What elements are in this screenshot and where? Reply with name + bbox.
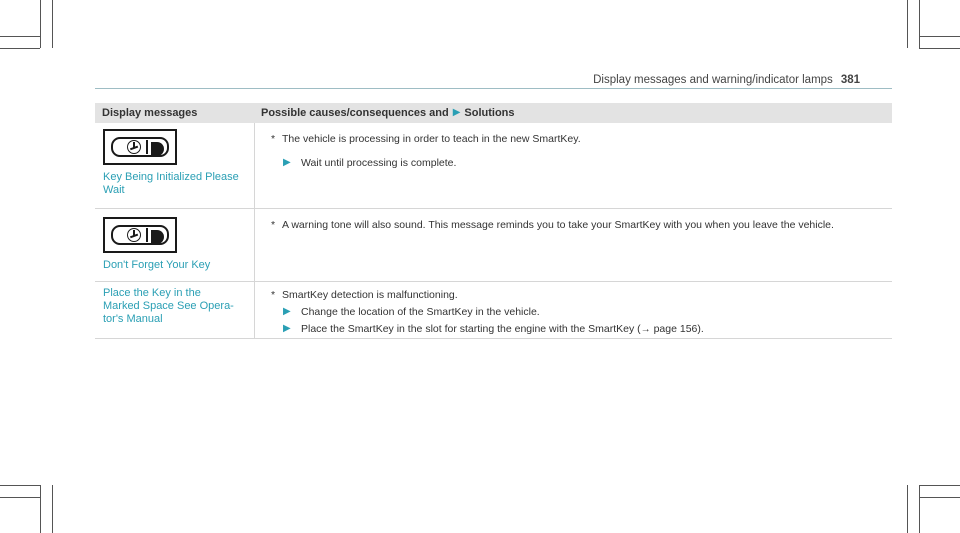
step-arrow-icon: ▶	[283, 157, 291, 168]
display-messages-table	[95, 103, 892, 339]
page-ref-arrow-icon: →	[640, 324, 651, 335]
solution-step: ▶ Change the location of the SmartKey in the vehicle.	[283, 306, 540, 318]
message-title: Place the Key in the Marked Space See Opera- tor's Manual	[103, 287, 234, 325]
message-title: Don't Forget Your Key	[103, 259, 211, 271]
smartkey-icon	[103, 217, 177, 253]
cause-text: * A warning tone will also sound. This message reminds you to take your SmartKey with you when you leave the vehicle.	[271, 219, 834, 231]
table-row	[95, 209, 892, 282]
smartkey-icon	[103, 129, 177, 165]
solution-arrow-icon: ▶	[452, 107, 461, 118]
cause-text: * SmartKey detection is malfunctioning.	[271, 289, 458, 301]
running-title: Display messages and warning/indicator lamps	[593, 74, 833, 86]
table-row	[95, 123, 892, 209]
solution-step: ▶ Wait until processing is complete.	[283, 157, 457, 169]
step-arrow-icon: ▶	[283, 306, 291, 317]
table-row	[95, 282, 892, 339]
solution-step: ▶ Place the SmartKey in the slot for starting the engine with the SmartKey (→ page 156).	[283, 323, 704, 335]
header-rule	[95, 88, 892, 89]
table-header	[95, 103, 892, 123]
col-header-messages: Display messages	[102, 107, 198, 119]
page-reference-link[interactable]: page 156).	[653, 323, 704, 335]
page-number: 381	[840, 74, 860, 86]
step-arrow-icon: ▶	[283, 323, 291, 334]
col-header-causes: Possible causes/consequences and ▶ Solutions	[261, 107, 515, 119]
running-header	[593, 74, 860, 86]
message-title: Key Being Initialized Please Wait	[103, 171, 239, 196]
cause-text: * The vehicle is processing in order to teach in the new SmartKey.	[271, 133, 581, 145]
